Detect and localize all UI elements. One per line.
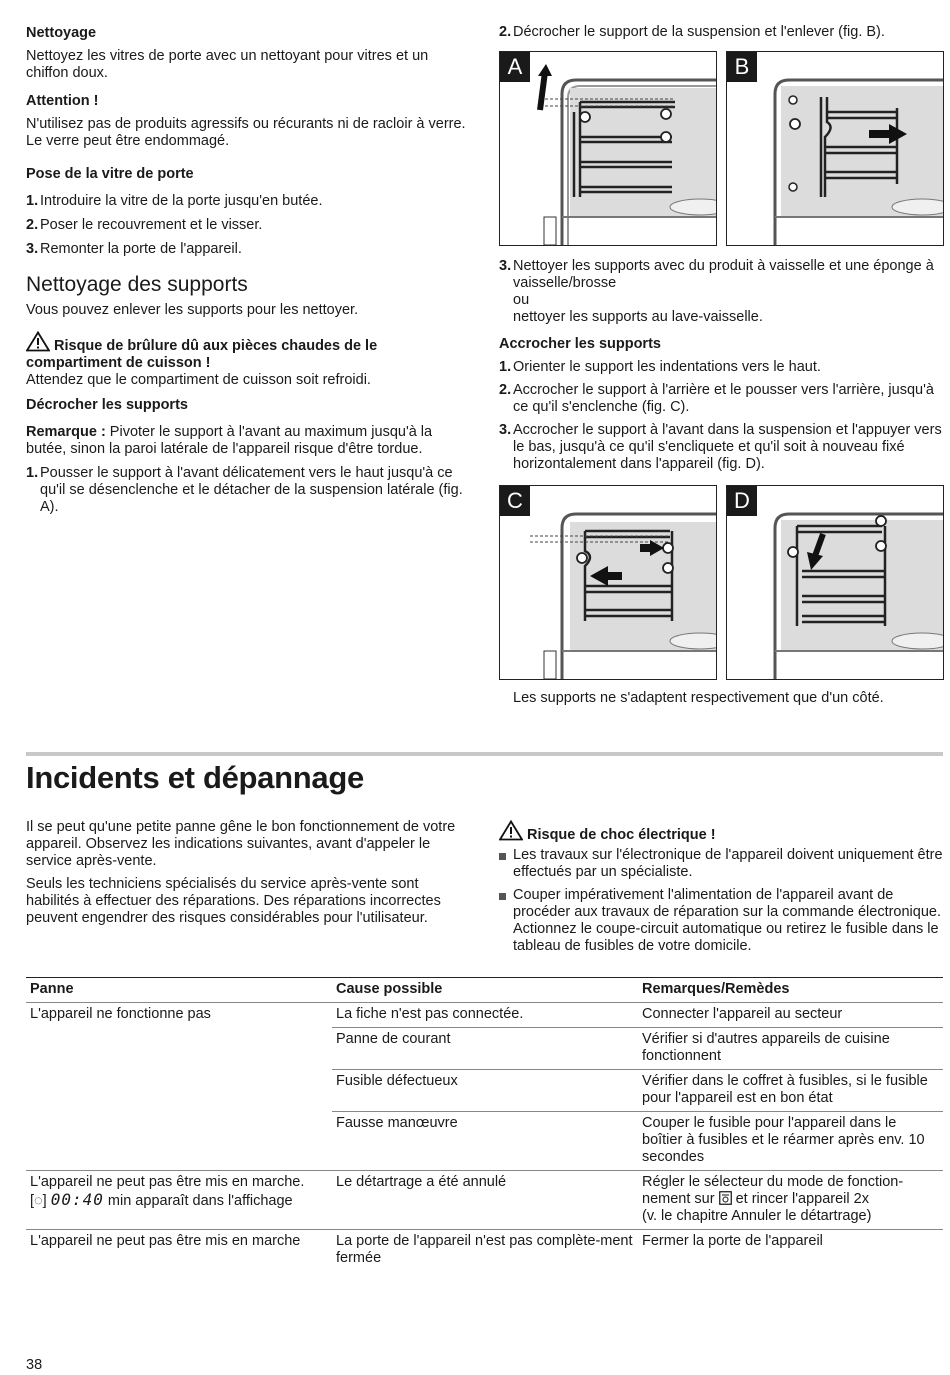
page-number: 38 [26,1357,43,1373]
incidents-intro-1: Il se peut qu'une petite panne gêne le bon fonctionnement de votre appareil. Observez les indications suivantes, avant d'appeler le service après-vente. [26,819,456,869]
remede-cell: Couper le fusible pour l'appareil dans le boîtier à fusibles et le réarmer après env. 10 secondes [638,1112,943,1171]
bullet-square-icon [499,853,506,860]
step-number: 2. [499,24,512,40]
step-text: Pousser le support à l'avant délicatement vers le haut jusqu'à ce qu'il se désenclenche et le détacher de la suspension latérale (fig. A). [40,465,463,515]
oven-rack-illustration-b [727,52,943,245]
remede-text: Régler le sélecteur du mode de fonction-nement sur [642,1174,904,1207]
bullet-text: Couper impérativement l'alimentation de l'appareil avant de procéder aux travaux de réparation sur la commande électronique. Actionnez le coupe-circuit automatique ou retirez le fusible dans le tableau de fusibles de votre domicile. [513,887,941,954]
step-text-or: ou [513,292,530,308]
panne-text: L'appareil ne peut pas être mis en marche. [30,1174,305,1190]
burn-warning-heading [26,331,471,372]
remarque-body: Pivoter le support à l'avant au maximum jusqu'à la butée, sinon la paroi latérale de l'appareil risque d'être tordue. [26,424,433,457]
cause-cell: Fusible défectueux [332,1070,638,1112]
supports-heading: Nettoyage des supports [26,273,248,296]
incidents-heading: Incidents et dépannage [26,760,364,795]
table-row [26,1230,943,1272]
step-text: Accrocher le support à l'avant dans la suspension et l'appuyer vers le bas, jusqu'à ce qu'il s'encliquete et qu'il soit à nouveau fixé horizontalement dans l'appareil (fig. D). [513,422,942,472]
step-text: Poser le recouvrement et le visser. [40,217,263,233]
figure-a [499,51,717,246]
warning-title-text: Risque de choc électrique ! [527,827,716,843]
attention-text: N'utilisez pas de produits agressifs ou récurants ni de racloir à verre. Le verre peut être endommagé. [26,116,466,149]
remede-reference: (v. le chapitre Annuler le détartrage) [642,1208,872,1224]
step-text: Introduire la vitre de la porte jusqu'en butée. [40,193,323,209]
step-number: 1. [499,359,512,375]
remede-text-cont: et rincer l'appareil 2x [731,1191,869,1207]
cause-cell: La fiche n'est pas connectée. [332,1003,638,1028]
header-panne: Panne [26,978,332,1003]
oven-rack-illustration-a [500,52,716,245]
step-number: 2. [26,217,39,233]
remede-cell [638,1171,943,1230]
remede-cell: Fermer la porte de l'appareil [642,1233,823,1249]
step-number: 1. [26,465,39,481]
panne-cell [26,1171,332,1230]
figure-note: Les supports ne s'adaptent respectivement que d'un côté. [513,690,884,706]
list-item [499,887,944,955]
cause-cell: Le détartrage a été annulé [332,1171,638,1230]
header-cause: Cause possible [332,978,638,1003]
supports-intro: Vous pouvez enlever les supports pour les nettoyer. [26,302,359,318]
cause-cell: Fausse manœuvre [332,1112,638,1171]
warning-icon [26,331,50,352]
table-row [26,1003,943,1028]
figure-b [726,51,944,246]
shock-warning-list [499,847,944,955]
shock-warning-heading [499,820,944,844]
step-text: Remonter la porte de l'appareil. [40,241,242,257]
figure-c [499,485,717,680]
cause-cell: La porte de l'appareil n'est pas complète-ment fermée [336,1233,633,1266]
remarque-label: Remarque : [26,424,106,440]
fault-table [26,977,943,1271]
step-number: 2. [499,382,512,398]
step-number: 1. [26,193,39,209]
section-divider [26,752,943,756]
nettoyage-heading: Nettoyage [26,25,97,41]
figure-label: D [727,486,757,516]
table-row [26,1171,943,1230]
right-step-3 [499,258,944,326]
figure-d [726,485,944,680]
display-readout: 00:40 [50,1190,104,1209]
decrocher-steps [26,465,471,516]
remede-cell: Vérifier si d'autres appareils de cuisine fonctionnent [638,1028,943,1070]
warning-icon [499,820,523,841]
table-header-row [26,978,943,1003]
figure-label: C [500,486,530,516]
step-text: Nettoyer les supports avec du produit à vaisselle et une éponge à vaisselle/brosse [513,258,934,291]
step-text: Accrocher le support à l'arrière et le pousser vers l'arrière, jusqu'à ce qu'il s'enclenche (fig. C). [513,382,934,415]
panne-cell: L'appareil ne peut pas être mis en marche [30,1233,301,1249]
step-number: 3. [499,258,512,274]
figure-label: A [500,52,530,82]
header-remedes: Remarques/Remèdes [638,978,943,1003]
oven-rack-illustration-d [727,486,943,679]
list-item [26,465,471,516]
timer-icon: ◌ [34,1193,43,1209]
burn-warning-text: Attendez que le compartiment de cuisson soit refroidi. [26,372,371,388]
display-suffix: min apparaît dans l'affichage [103,1193,293,1209]
incidents-intro-2: Seuls les techniciens spécialisés du service après-vente sont habilités à effectuer des réparations. Des réparations incorrectes peuvent engendrer des risques considérables pour l'utilisateur. [26,876,441,926]
pose-heading: Pose de la vitre de porte [26,166,194,182]
list-item [499,382,944,416]
accrocher-heading: Accrocher les supports [499,336,661,352]
warning-title-text: Risque de brûlure dû aux pièces chaudes de le compartiment de cuisson ! [26,338,378,371]
step-number: 3. [499,422,512,438]
figure-label: B [727,52,757,82]
list-item [499,847,944,881]
step-text: Orienter le support les indentations vers le haut. [513,359,821,375]
bracket-close: ] [42,1193,51,1209]
decrocher-heading: Décrocher les supports [26,397,188,413]
bullet-square-icon [499,893,506,900]
oven-rack-illustration-c [500,486,716,679]
list-item [499,422,944,473]
nettoyage-text: Nettoyez les vitres de porte avec un nettoyant pour vitres et un chiffon doux. [26,48,429,81]
rinse-mode-icon [719,1191,732,1205]
list-item [499,359,944,376]
cause-cell: Panne de courant [332,1028,638,1070]
attention-heading: Attention ! [26,93,99,109]
bullet-text: Les travaux sur l'électronique de l'appareil doivent uniquement être effectués par un spécialiste. [513,847,943,880]
remarque-text [26,424,471,458]
remede-cell: Connecter l'appareil au secteur [638,1003,943,1028]
step-text: Décrocher le support de la suspension et l'enlever (fig. B). [513,24,885,40]
remede-cell: Vérifier dans le coffret à fusibles, si le fusible pour l'appareil est en bon état [638,1070,943,1112]
step-number: 3. [26,241,39,257]
step-text-alt: nettoyer les supports au lave-vaisselle. [513,309,763,325]
bracket-open: [ [30,1193,35,1209]
panne-cell: L'appareil ne fonctionne pas [26,1003,332,1171]
accrocher-steps [499,359,944,473]
